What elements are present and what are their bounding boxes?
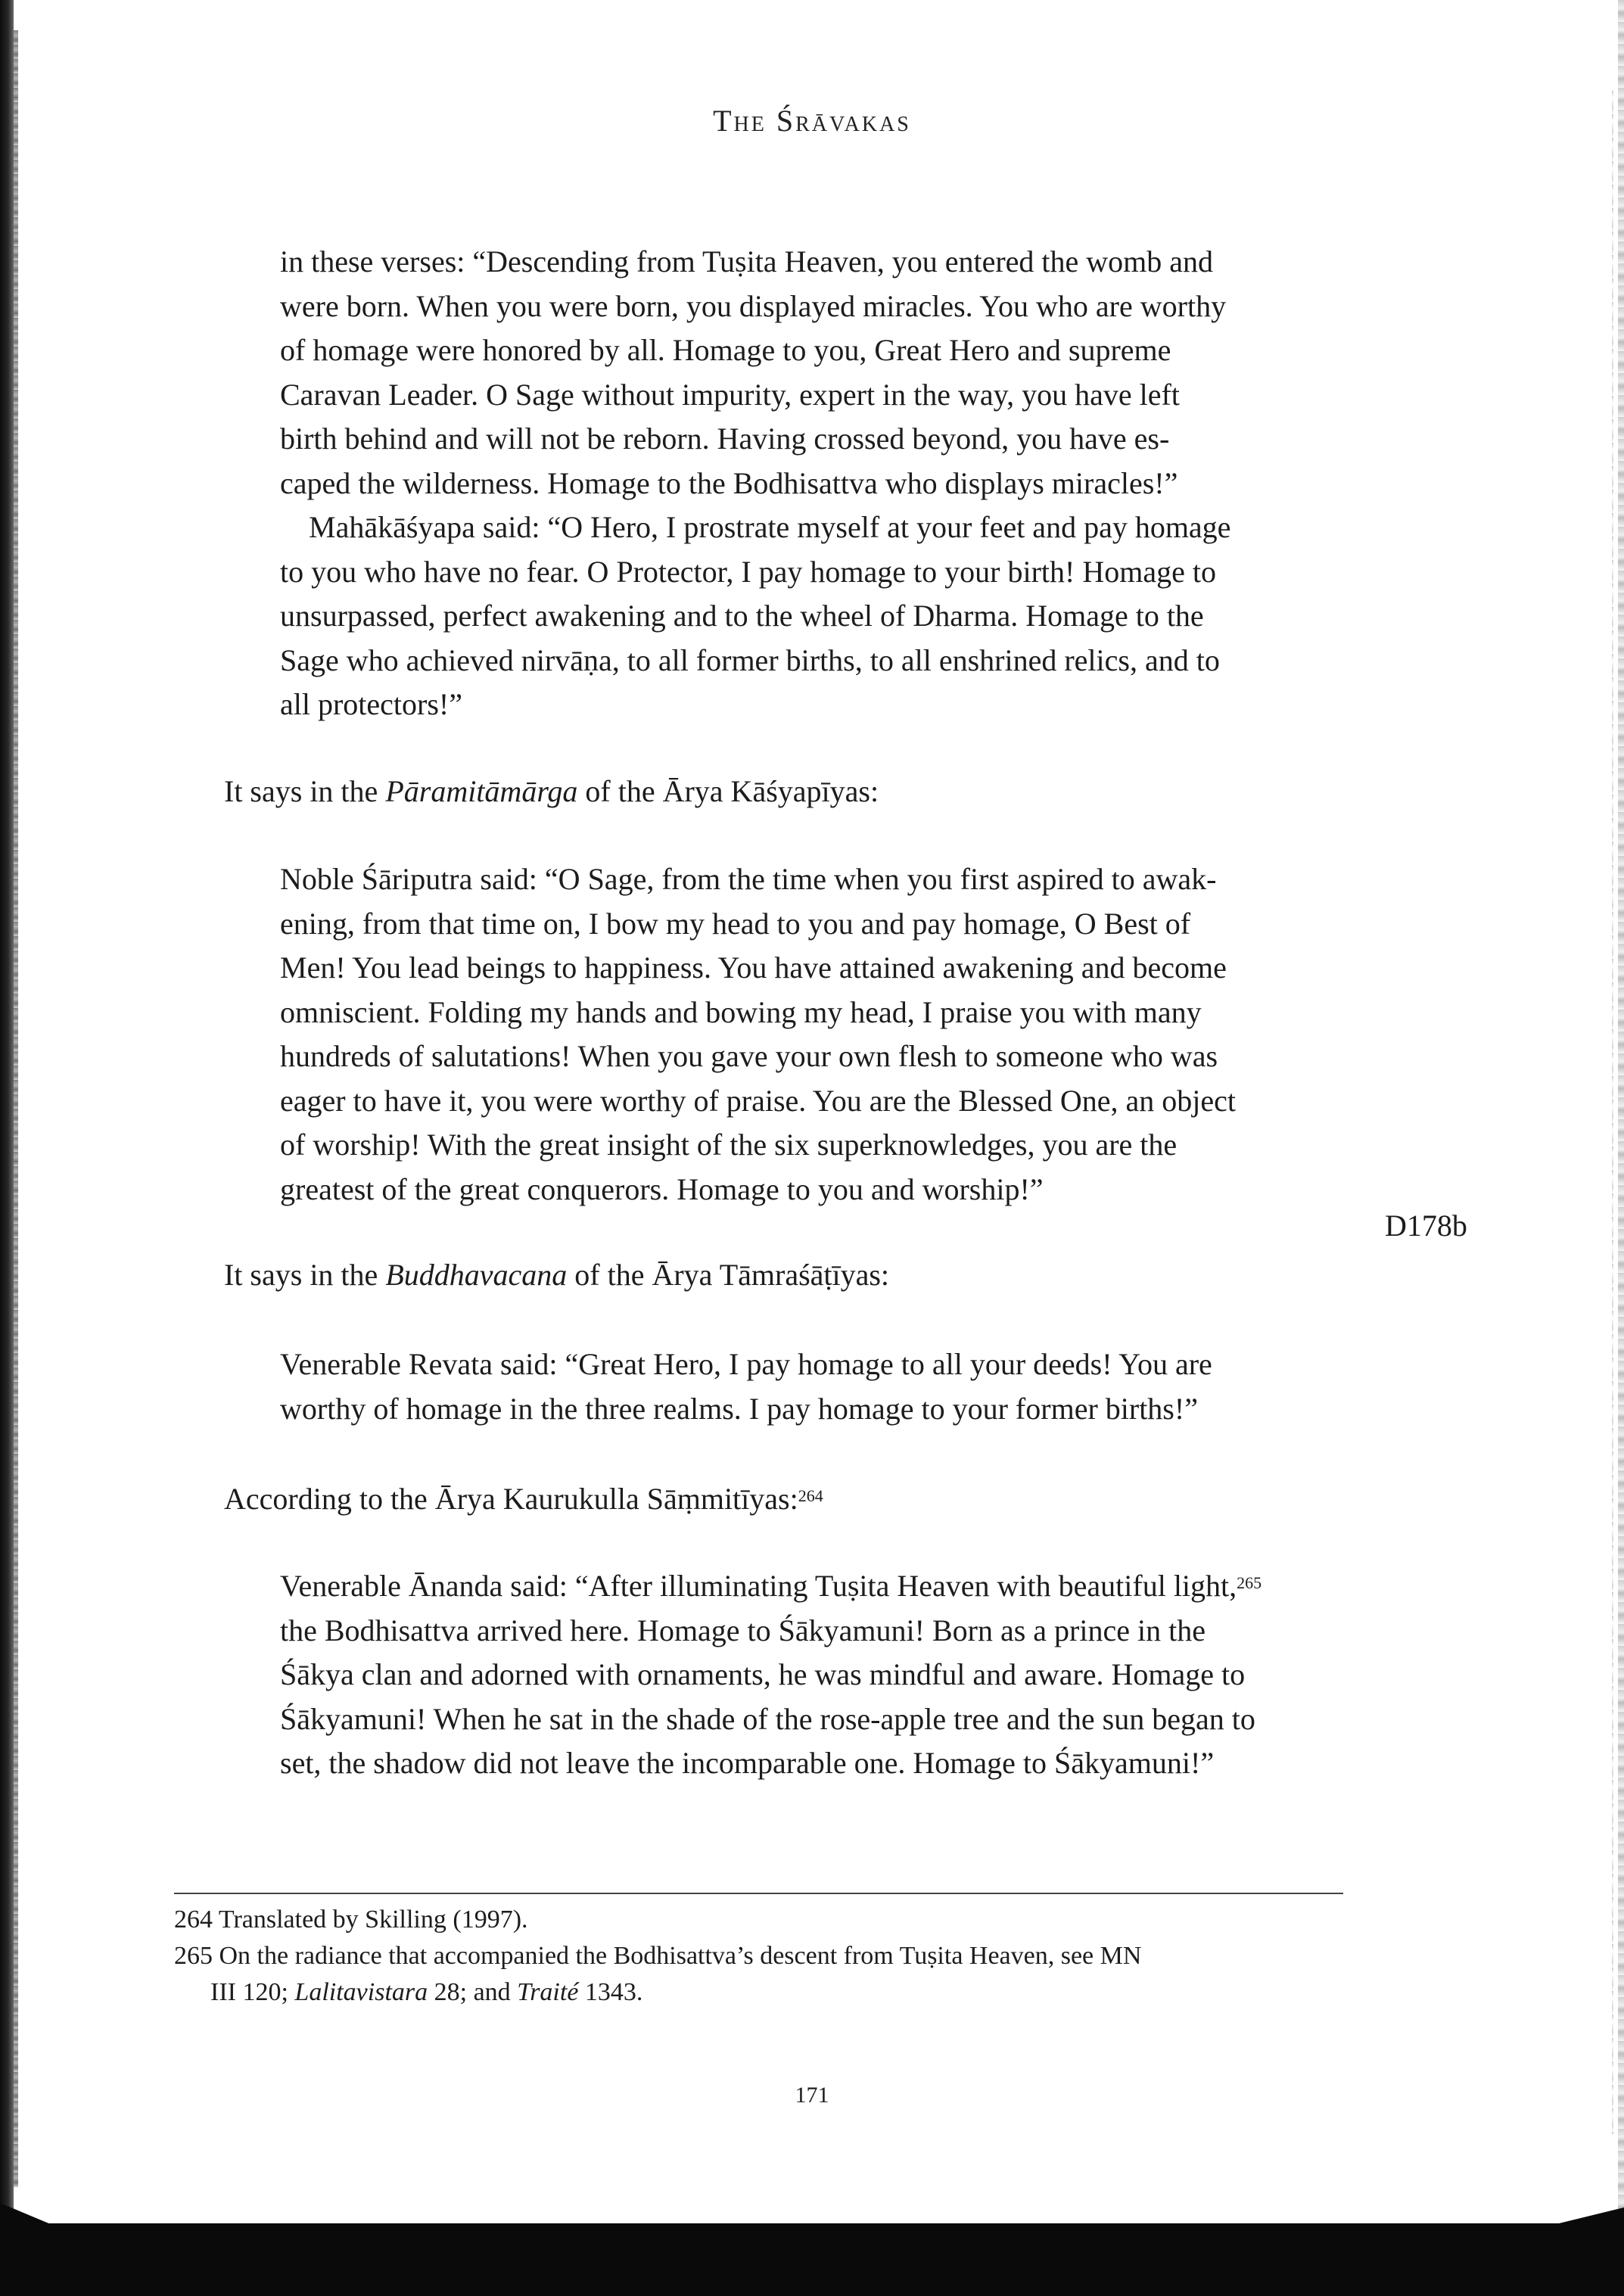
text-line: to you who have no fear. O Protector, I pay homage to your birth! Homage to <box>280 554 1216 589</box>
work-title: Pāramitāmārga <box>385 774 578 808</box>
scan-edge-left-streak <box>14 30 18 2187</box>
text-line: were born. When you were born, you displayed miracles. You who are worthy <box>280 288 1227 323</box>
intro-text: of the Ārya Kāśyapīyas: <box>577 774 879 808</box>
intro-text: It says in the <box>224 1258 386 1292</box>
footnote-ref[interactable]: 264 <box>798 1486 823 1505</box>
text-line: unsurpassed, perfect awakening and to the wheel of Dharma. Homage to the <box>280 599 1204 633</box>
fn-text: III 120; <box>210 1978 295 2006</box>
text-line: of worship! With the great insight of the six superknowledges, you are the <box>280 1128 1178 1162</box>
text-line-content: Venerable Ānanda said: “After illuminating Tuṣita Heaven with beautiful light, <box>280 1569 1237 1603</box>
text-line <box>280 1564 1262 1609</box>
quote-block-1 <box>280 240 1230 727</box>
work-title: Buddhavacana <box>385 1258 568 1292</box>
text-line: set, the shadow did not leave the incomparable one. Homage to Śākyamuni!” <box>280 1746 1215 1780</box>
footnote-265-line2 <box>210 1975 642 2010</box>
intro-sammitiyas <box>224 1477 823 1521</box>
text-line: hundreds of salutations! When you gave your own flesh to someone who was <box>280 1039 1218 1073</box>
text-line: Śākyamuni! When he sat in the shade of the rose-apple tree and the sun began to <box>280 1701 1255 1736</box>
scan-edge-left <box>0 0 14 2296</box>
text-line: greatest of the great conquerors. Homage to you and worship!” <box>280 1171 1044 1206</box>
scan-edge-right-inner <box>1612 91 1613 2134</box>
quote-block-3 <box>280 1342 1212 1431</box>
footnote-ref[interactable]: 265 <box>1237 1573 1262 1592</box>
text-line: caped the wilderness. Homage to the Bodhisattva who displays miracles!” <box>280 465 1178 500</box>
scan-edge-bottom <box>0 2223 1624 2296</box>
quote-block-2 <box>280 857 1236 1212</box>
work-title: Lalitavistara <box>294 1978 428 2006</box>
text-line: Śākya clan and adorned with ornaments, he was mindful and aware. Homage to <box>280 1657 1246 1691</box>
page-number: 171 <box>795 2083 829 2108</box>
footnote-264: 264 Translated by Skilling (1997). <box>174 1906 528 1934</box>
footnote-rule <box>174 1893 1343 1894</box>
text-line: Sage who achieved nirvāṇa, to all former births, to all enshrined relics, and to <box>280 642 1220 677</box>
text-line: the Bodhisattva arrived here. Homage to Śākyamuni! Born as a prince in the <box>280 1613 1206 1647</box>
running-head: The Śrāvakas <box>713 104 911 138</box>
text-line: of homage were honored by all. Homage to you, Great Hero and supreme <box>280 333 1171 367</box>
text-line: in these verses: “Descending from Tuṣita Heaven, you entered the womb and <box>280 244 1214 278</box>
intro-paramitamarga <box>224 770 879 814</box>
fn-text: 28; and <box>428 1978 518 2006</box>
margin-folio-ref: D178b <box>1385 1209 1467 1243</box>
text-line: birth behind and will not be reborn. Having crossed beyond, you have es- <box>280 422 1170 456</box>
fn-text: 1343. <box>578 1978 643 2006</box>
text-line: eager to have it, you were worthy of praise. You are the Blessed One, an object <box>280 1083 1236 1118</box>
text-line: Mahākāśyapa said: “O Hero, I prostrate myself at your feet and pay homage <box>309 510 1231 544</box>
text-line: Venerable Revata said: “Great Hero, I pay homage to all your deeds! You are <box>280 1347 1212 1381</box>
work-title: Traité <box>517 1978 579 2006</box>
text-line: ening, from that time on, I bow my head to you and pay homage, O Best of <box>280 906 1191 941</box>
footnote-265-line1: 265 On the radiance that accompanied the Bodhisattva’s descent from Tuṣita Heaven, see MN <box>174 1942 1142 1970</box>
intro-text: It says in the <box>224 774 386 808</box>
text-line: omniscient. Folding my hands and bowing my head, I praise you with many <box>280 994 1202 1029</box>
intro-text: According to the Ārya Kaurukulla Sāṃmitīyas: <box>224 1482 798 1516</box>
intro-buddhavacana <box>224 1253 889 1297</box>
text-line: Men! You lead beings to happiness. You have attained awakening and become <box>280 950 1227 985</box>
text-line: worthy of homage in the three realms. I pay homage to your former births!” <box>280 1391 1198 1426</box>
text-line: Noble Śāriputra said: “O Sage, from the time when you first aspired to awak- <box>280 862 1217 896</box>
intro-text: of the Ārya Tāmraśāṭīyas: <box>567 1258 890 1292</box>
text-line: all protectors!” <box>280 687 462 721</box>
text-line: Caravan Leader. O Sage without impurity, expert in the way, you have left <box>280 377 1180 412</box>
scan-edge-right <box>1618 0 1624 2240</box>
quote-block-4 <box>280 1564 1262 1786</box>
